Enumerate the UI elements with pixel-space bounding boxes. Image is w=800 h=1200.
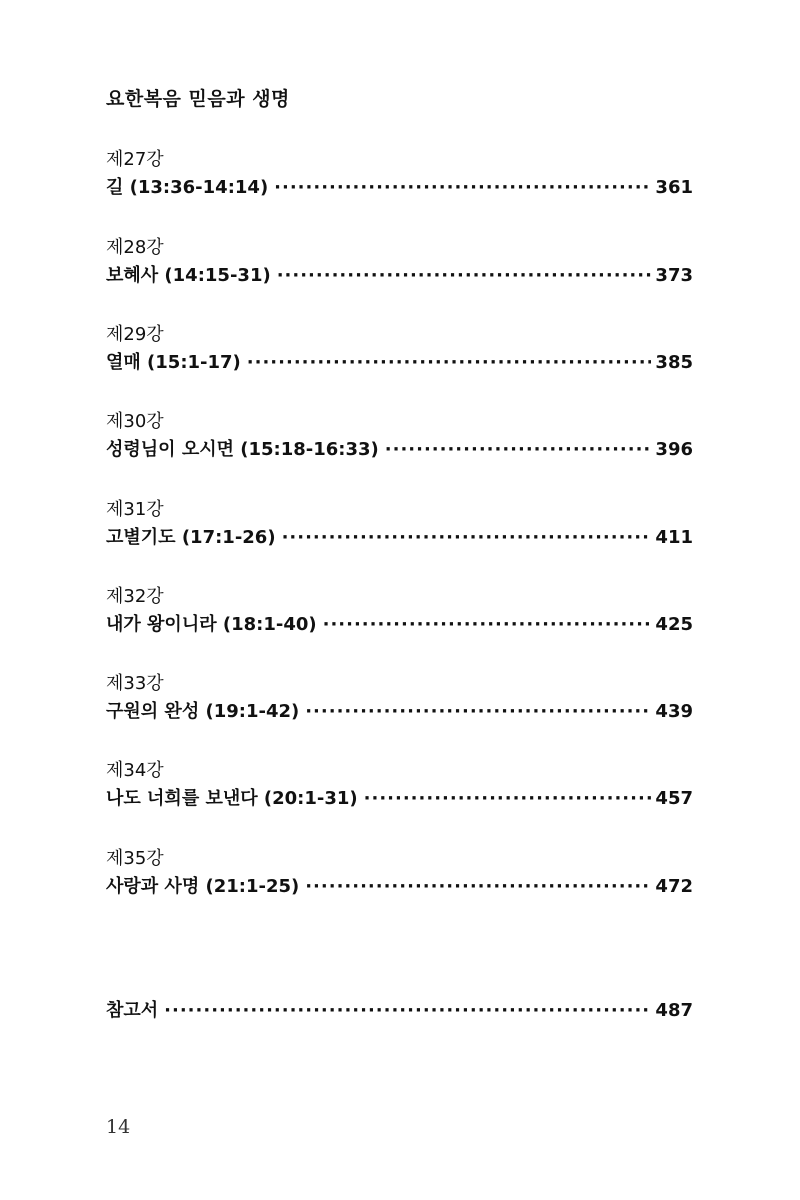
entry-line: [106, 999, 693, 1023]
toc-entry: [106, 498, 693, 550]
entry-title: 나도 너희를 보낸다 (20:1-31): [106, 788, 358, 809]
page-number: 373: [655, 265, 693, 286]
chapter-label: 제33강: [106, 673, 164, 694]
chapter-label: 제27강: [106, 149, 164, 170]
entry-title: 참고서: [106, 1000, 159, 1021]
dot-leader: [364, 787, 652, 811]
page-number: 472: [655, 876, 693, 897]
dot-leader: [305, 875, 651, 899]
chapter-label: 제34강: [106, 760, 164, 781]
toc-entry: [106, 410, 693, 462]
entry-line: [106, 264, 693, 288]
dot-leader: [164, 999, 651, 1023]
folio-page-number: 14: [106, 1116, 131, 1138]
entry-title: 고별기도 (17:1-26): [106, 527, 276, 548]
toc-entry-references: [106, 999, 693, 1023]
chapter-label: 제30강: [106, 411, 164, 432]
entry-line: [106, 787, 693, 811]
entry-title: 보혜사 (14:15-31): [106, 265, 271, 286]
chapter-label: 제29강: [106, 324, 164, 345]
book-title: 요한복음 믿음과 생명: [106, 88, 290, 110]
page-number: 487: [655, 1000, 693, 1021]
page-number: 439: [655, 701, 693, 722]
page-number: 411: [655, 527, 693, 548]
page-number: 361: [655, 177, 693, 198]
toc-entry: [106, 847, 693, 899]
page-number: 396: [655, 439, 693, 460]
entry-title: 성령님이 오시면 (15:18-16:33): [106, 439, 379, 460]
entry-title: 내가 왕이니라 (18:1-40): [106, 614, 317, 635]
page-number: 385: [655, 352, 693, 373]
entry-line: [106, 176, 693, 200]
entry-title: 길 (13:36-14:14): [106, 177, 269, 198]
chapter-label: 제28강: [106, 237, 164, 258]
entry-line: [106, 700, 693, 724]
entry-line: [106, 438, 693, 462]
toc-entry: [106, 148, 693, 200]
chapter-label: 제32강: [106, 586, 164, 607]
entry-line: [106, 351, 693, 375]
toc-entry: [106, 585, 693, 637]
toc-entry: [106, 672, 693, 724]
dot-leader: [274, 176, 651, 200]
entry-title: 사랑과 사명 (21:1-25): [106, 876, 300, 897]
entry-line: [106, 875, 693, 899]
page-number: 425: [655, 614, 693, 635]
toc-entry: [106, 323, 693, 375]
chapter-label: 제35강: [106, 848, 164, 869]
dot-leader: [305, 700, 651, 724]
entry-line: [106, 613, 693, 637]
dot-leader: [277, 264, 652, 288]
chapter-label: 제31강: [106, 499, 164, 520]
page-number: 457: [655, 788, 693, 809]
toc-entry: [106, 236, 693, 288]
dot-leader: [247, 351, 652, 375]
toc-entry: [106, 759, 693, 811]
dot-leader: [385, 438, 652, 462]
entry-line: [106, 526, 693, 550]
entry-title: 구원의 완성 (19:1-42): [106, 701, 300, 722]
dot-leader: [282, 526, 652, 550]
dot-leader: [323, 613, 652, 637]
entry-title: 열매 (15:1-17): [106, 352, 241, 373]
